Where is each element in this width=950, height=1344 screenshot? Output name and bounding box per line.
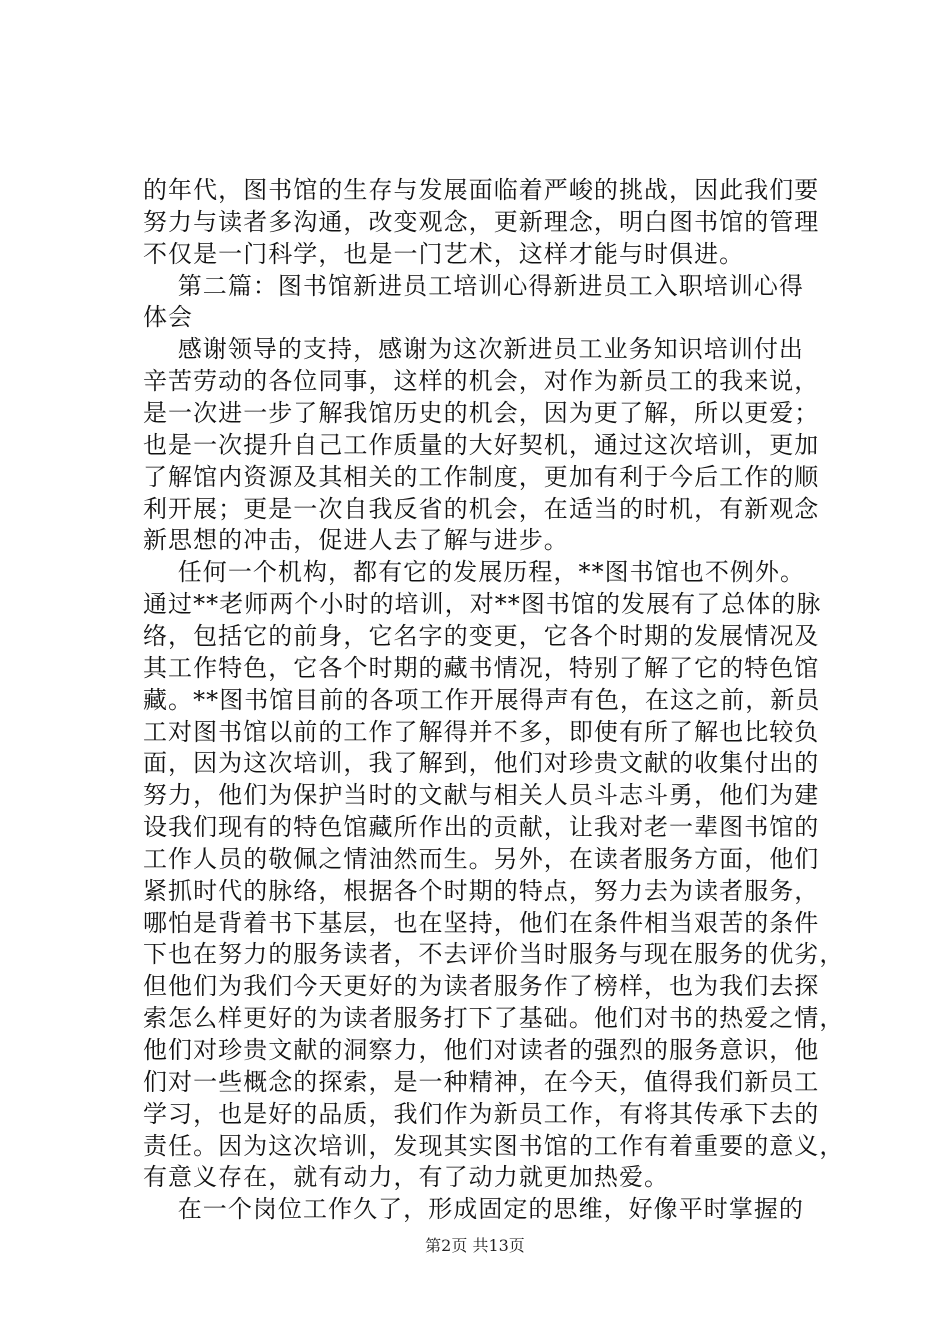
text-line: 任何一个机构，都有它的发展历程，**图书馆也不例外。 <box>143 558 806 586</box>
text-line: 哪怕是背着书下基层，也在坚持，他们在条件相当艰苦的条件 <box>143 909 820 937</box>
text-line: 努力与读者多沟通，改变观念，更新理念，明白图书馆的管理 <box>143 208 820 236</box>
page-number-footer: 第2页 共13页 <box>425 1236 525 1255</box>
text-line: 努力，他们为保护当时的文献与相关人员斗志斗勇，他们为建 <box>143 781 820 809</box>
text-line: 责任。因为这次培训，发现其实图书馆的工作有着重要的意义， <box>143 1132 845 1160</box>
text-line: 索怎么样更好的为读者服务打下了基础。他们对书的热爱之情， <box>143 1004 845 1032</box>
text-line: 但他们为我们今天更好的为读者服务作了榜样，也为我们去探 <box>143 972 820 1000</box>
text-line: 通过**老师两个小时的培训，对**图书馆的发展有了总体的脉 <box>143 590 822 618</box>
text-line: 工对图书馆以前的工作了解得并不多，即使有所了解也比较负 <box>143 718 820 746</box>
text-line: 利开展；更是一次自我反省的机会，在适当的时机，有新观念 <box>143 495 820 523</box>
section-heading-line: 第二篇：图书馆新进员工培训心得新进员工入职培训心得 <box>143 272 804 300</box>
text-line: 学习，也是好的品质，我们作为新员工作，有将其传承下去的 <box>143 1100 820 1128</box>
text-line: 络，包括它的前身，它名字的变更，它各个时期的发展情况及 <box>143 622 820 650</box>
text-line: 感谢领导的支持，感谢为这次新进员工业务知识培训付出 <box>143 335 804 363</box>
text-line: 了解馆内资源及其相关的工作制度，更加有利于今后工作的顺 <box>143 463 820 491</box>
text-line: 不仅是一门科学，也是一门艺术，这样才能与时俱进。 <box>143 240 745 268</box>
section-heading-line: 体会 <box>143 303 194 331</box>
text-line: 他们对珍贵文献的洞察力，他们对读者的强烈的服务意识，他 <box>143 1036 820 1064</box>
text-line: 也是一次提升自己工作质量的大好契机，通过这次培训，更加 <box>143 431 820 459</box>
text-line: 们对一些概念的探索，是一种精神，在今天，值得我们新员工 <box>143 1068 820 1096</box>
text-line: 设我们现有的特色馆藏所作出的贡献，让我对老一辈图书馆的 <box>143 813 820 841</box>
text-line: 的年代，图书馆的生存与发展面临着严峻的挑战，因此我们要 <box>143 176 820 204</box>
text-line: 面，因为这次培训，我了解到，他们对珍贵文献的收集付出的 <box>143 749 820 777</box>
text-line: 工作人员的敬佩之情油然而生。另外，在读者服务方面，他们 <box>143 845 820 873</box>
text-line: 辛苦劳动的各位同事，这样的机会，对作为新员工的我来说， <box>143 367 820 395</box>
text-line: 是一次进一步了解我馆历史的机会，因为更了解，所以更爱； <box>143 399 820 427</box>
text-line: 在一个岗位工作久了，形成固定的思维，好像平时掌握的 <box>143 1195 804 1223</box>
text-line: 下也在努力的服务读者，不去评价当时服务与现在服务的优劣， <box>143 940 845 968</box>
text-line: 紧抓时代的脉络，根据各个时期的特点，努力去为读者服务， <box>143 877 820 905</box>
text-line: 其工作特色，它各个时期的藏书情况，特别了解了它的特色馆 <box>143 654 820 682</box>
text-line: 藏。**图书馆目前的各项工作开展得声有色，在这之前，新员 <box>143 686 821 714</box>
text-line: 有意义存在，就有动力，有了动力就更加热爱。 <box>143 1163 670 1191</box>
text-line: 新思想的冲击，促进人去了解与进步。 <box>143 526 569 554</box>
